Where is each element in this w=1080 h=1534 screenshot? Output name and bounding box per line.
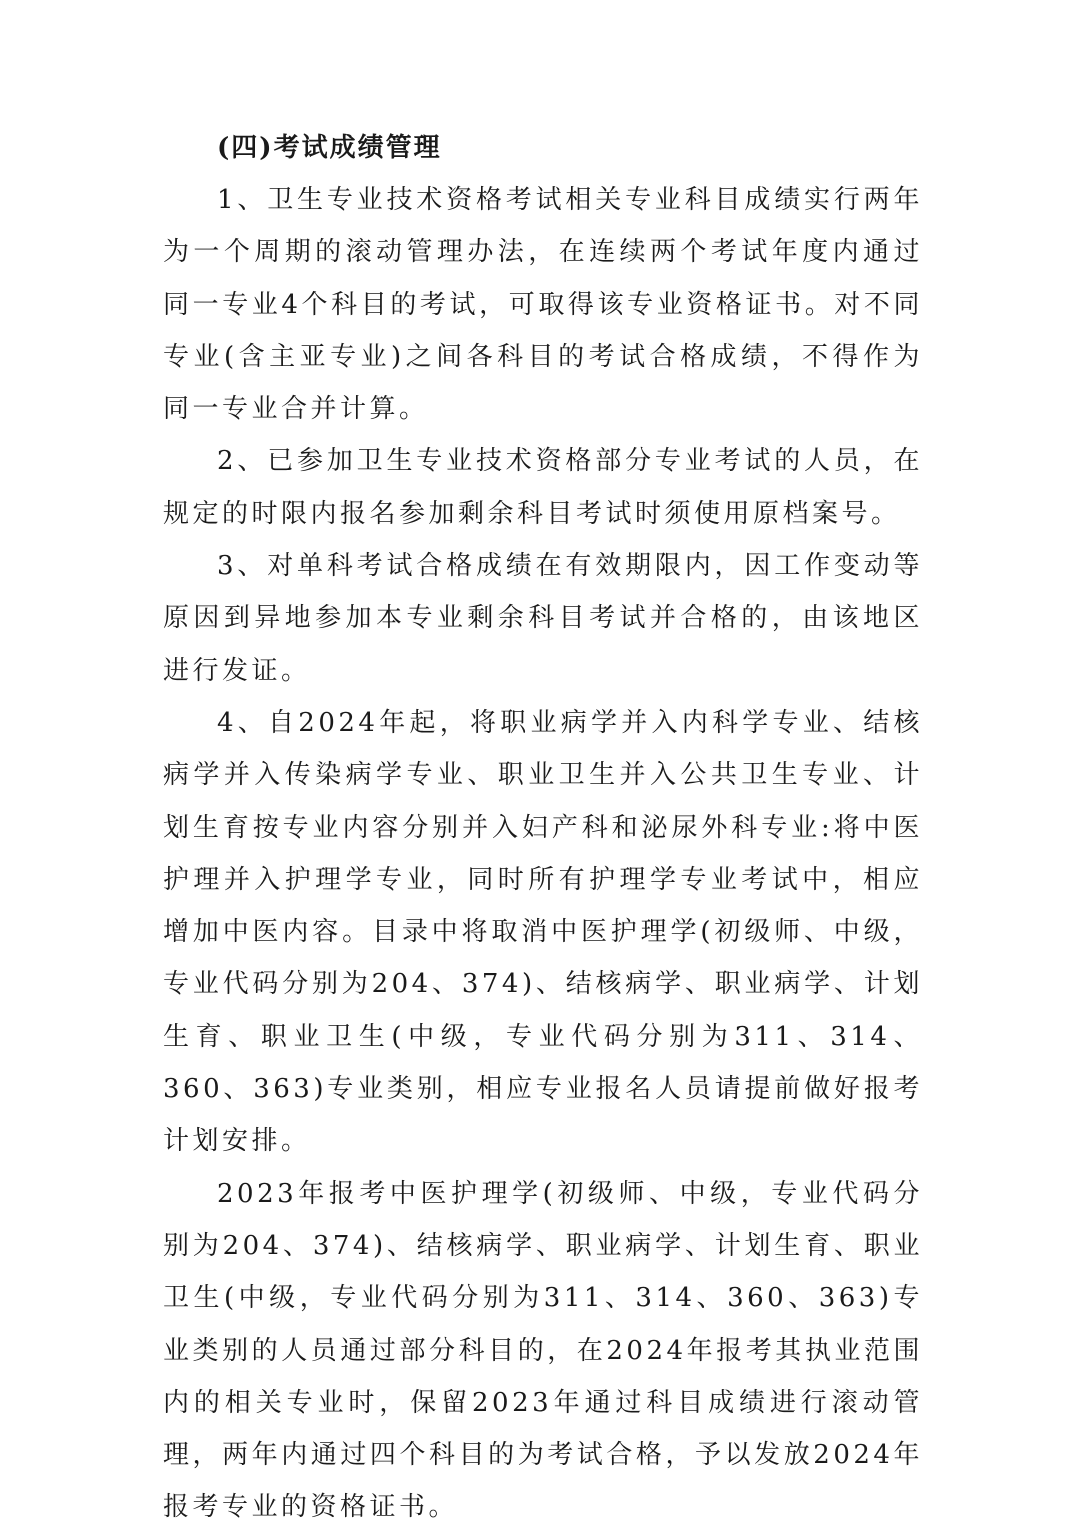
document-body — [163, 174, 923, 1534]
paragraph-2: 2、已参加卫生专业技术资格部分专业考试的人员，在规定的时限内报名参加剩余科目考试时须使用原档案号。 — [163, 446, 923, 529]
paragraph-3: 3、对单科考试合格成绩在有效期限内，因工作变动等原因到异地参加本专业剩余科目考试并合格的，由该地区进行发证。 — [163, 551, 923, 686]
section-heading: (四)考试成绩管理 — [217, 133, 442, 163]
paragraph-1: 1、卫生专业技术资格考试相关专业科目成绩实行两年为一个周期的滚动管理办法，在连续两个考试年度内通过同一专业4个科目的考试，可取得该专业资格证书。对不同专业(含主亚专业)之间各科目的考试合格成绩，不得作为同一专业合并计算。 — [163, 185, 923, 425]
paragraph-5: 2023年报考中医护理学(初级师、中级，专业代码分别为204、374)、结核病学、职业病学、计划生育、职业卫生(中级，专业代码分别为311、314、360、363)专业类别的人员通过部分科目的，在2024年报考其执业范围内的相关专业时，保留2023年通过科目成绩进行滚动管理，两年内通过四个科目的为考试合格，予以发放2024年报考专业的资格证书。 — [163, 1178, 923, 1523]
paragraph-4: 4、自2024年起，将职业病学并入内科学专业、结核病学并入传染病学专业、职业卫生并入公共卫生专业、计划生育按专业内容分别并入妇产科和泌尿外科专业:将中医护理并入护理学专业，同时所有护理学专业考试中，相应增加中医内容。目录中将取消中医护理学(初级师、中级，专业代码分别为204、374)、结核病学、职业病学、计划生育、职业卫生(中级，专业代码分别为311、314、360、363)专业类别，相应专业报名人员请提前做好报考计划安排。 — [163, 707, 923, 1157]
